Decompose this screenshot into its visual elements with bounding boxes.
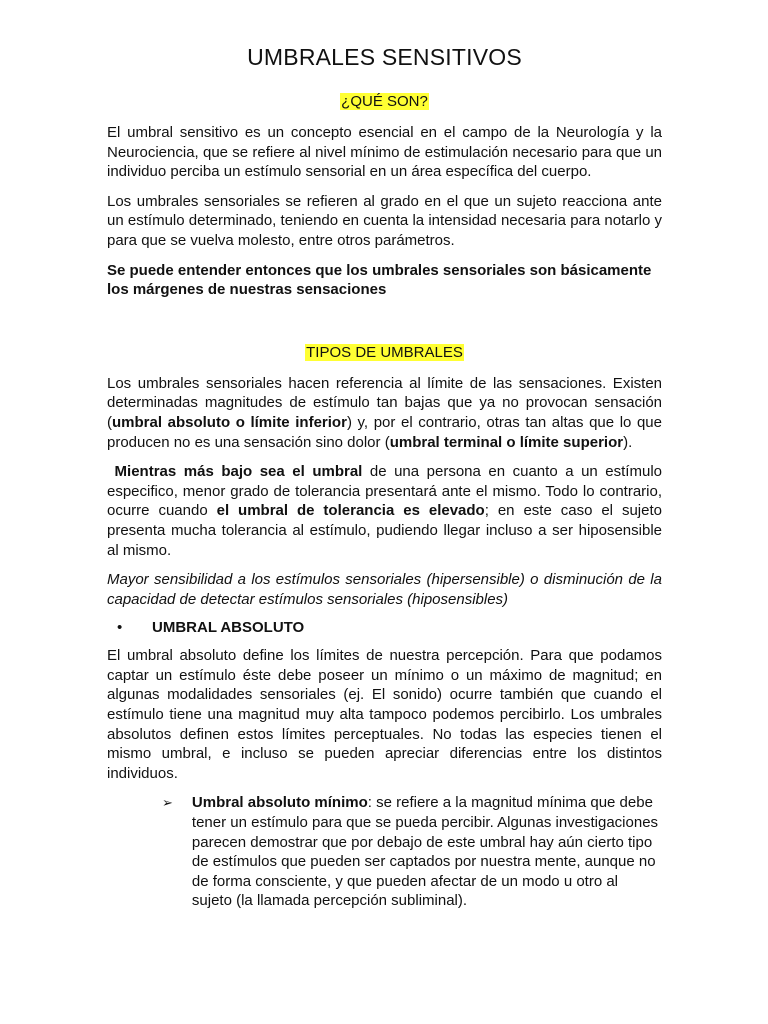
bullet-dot-icon: • <box>117 619 123 637</box>
sub-bullet-minimo <box>162 793 662 911</box>
paragraph-grado: Los umbrales sensoriales se refieren al grado en el que un sujeto reacciona ante un estímulo determinado, teniendo en cuenta la intensidad necesaria para notarlo y para que se vuelva molesto, entre otros parámetros. <box>107 192 662 249</box>
paragraph-umbral-absoluto: El umbral absoluto define los límites de nuestra percepción. Para que podamos captar un estímulo éste debe poseer un mínimo o un máximo de magnitud; en algunas modalidades sensoriales (ej. El sonido) ocurre también que cuando el estímulo tiene una magnitud muy alta tampoco podemos percibirlo. Los umbrales absolutos definen estos límites perceptuales. No todas las especies tienen el mismo umbral, e incluso se pueden apreciar diferencias entre los distintos individuos. <box>107 647 662 782</box>
bold-term-inferior: umbral absoluto o límite inferior <box>112 413 347 431</box>
bold-elevado: el umbral de tolerancia es elevado <box>216 502 485 520</box>
bold-conclusion: Se puede entender entonces que los umbrales sensoriales son básicamente los márgenes de nuestras sensaciones <box>107 261 652 299</box>
paragraph-limites <box>107 374 662 452</box>
paragraph-definition: El umbral sensitivo es un concepto esencial en el campo de la Neurología y la Neurociencia, que se refiere al nivel mínimo de estimulación necesario para que un individuo perciba un estímulo sensorial en un área específica del cuerpo. <box>107 124 662 181</box>
bullet-umbral-absoluto <box>107 619 662 636</box>
document-page <box>107 44 662 921</box>
text-run: de una persona en cuanto a un estímulo especifico, menor grado de tolerancia presentará ante el mismo. Todo lo contrario, ocurre cuando <box>107 463 662 520</box>
bold-minimo: Umbral absoluto mínimo <box>191 794 368 812</box>
highlighted-heading: ¿QUÉ SON? <box>341 93 428 110</box>
text-run: : se refiere a la magnitud mínima que debe tener un estímulo para que se pueda percibir. Algunas investigaciones parecen demostrar que por debajo de este umbral hay aún cierto tipo de estímulos que pueden ser captados por nuestra mente, aunque no de forma consciente, y que pueden afectar de un modo u otro al sujeto (la llamada percepción subliminal). <box>191 794 659 910</box>
section-heading-tipos <box>107 344 662 361</box>
sub-bullet-text <box>192 793 662 911</box>
text-run: ). <box>623 433 633 451</box>
text-run: Los umbrales sensoriales hacen referencia al límite de las sensaciones. Existen determinadas magnitudes de estímulo tan bajas que ya no provocan sensación ( <box>107 374 662 431</box>
bullet-heading: UMBRAL ABSOLUTO <box>152 619 305 637</box>
section-heading-que-son <box>107 93 662 110</box>
bold-term-superior: umbral terminal o límite superior <box>389 433 624 451</box>
paragraph-sensibilidad <box>107 570 662 609</box>
paragraph-tolerancia <box>107 462 662 560</box>
arrow-bullet-icon: ➢ <box>162 795 173 811</box>
paragraph-conclusion <box>107 261 662 300</box>
highlighted-heading: TIPOS DE UMBRALES <box>306 343 463 361</box>
spacer <box>107 310 662 344</box>
bold-mas-bajo: Mientras más bajo sea el umbral <box>114 463 363 481</box>
italic-note: Mayor sensibilidad a los estímulos sensoriales (hipersensible) o disminución de la capacidad de detectar estímulos sensoriales (hiposensibles) <box>107 571 662 608</box>
text-run: ; en este caso el sujeto presenta mucha tolerancia al estímulo, pudiendo llegar incluso a ser hiposensible al mismo. <box>107 502 662 559</box>
document-title: UMBRALES SENSITIVOS <box>247 44 522 70</box>
text-run: ) y, por el contrario, otras tan altas que lo que producen no es una sensación sino dolor ( <box>107 413 662 451</box>
